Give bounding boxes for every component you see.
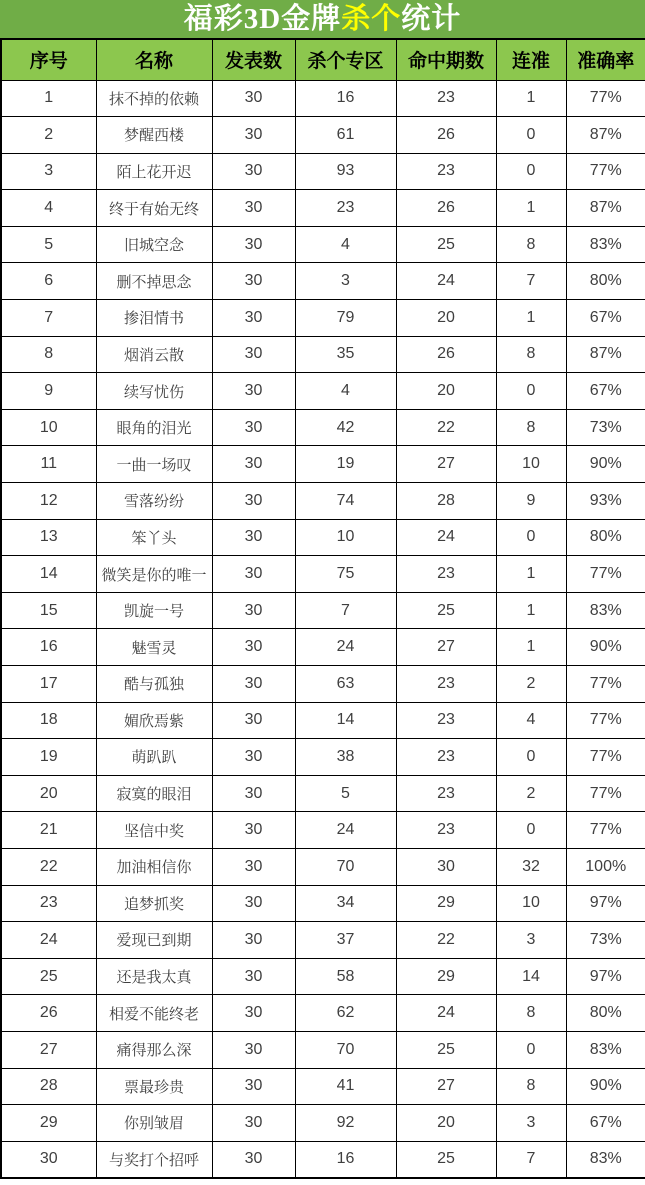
table-row xyxy=(1,739,645,776)
accuracy-cell: 97% xyxy=(566,958,645,995)
table-row xyxy=(1,1068,645,1105)
accuracy-cell: 77% xyxy=(566,775,645,812)
published-cell: 30 xyxy=(212,556,295,593)
name-cell: 雪落纷纷 xyxy=(96,483,212,520)
table-row xyxy=(1,848,645,885)
serial-cell: 13 xyxy=(1,519,96,556)
kill-zone-cell: 19 xyxy=(295,446,396,483)
name-cell: 掺泪情书 xyxy=(96,300,212,337)
streak-cell: 0 xyxy=(496,812,566,849)
accuracy-cell: 77% xyxy=(566,153,645,190)
published-cell: 30 xyxy=(212,153,295,190)
table-row xyxy=(1,190,645,227)
published-cell: 30 xyxy=(212,958,295,995)
streak-cell: 8 xyxy=(496,409,566,446)
table-row xyxy=(1,80,645,117)
streak-cell: 0 xyxy=(496,519,566,556)
published-cell: 30 xyxy=(212,1105,295,1142)
hit-periods-cell: 24 xyxy=(396,995,496,1032)
hit-periods-cell: 23 xyxy=(396,812,496,849)
serial-cell: 3 xyxy=(1,153,96,190)
serial-cell: 23 xyxy=(1,885,96,922)
serial-cell: 5 xyxy=(1,226,96,263)
streak-cell: 0 xyxy=(496,117,566,154)
kill-zone-cell: 16 xyxy=(295,80,396,117)
table-body xyxy=(1,80,645,1178)
kill-zone-cell: 70 xyxy=(295,1031,396,1068)
column-header-kill-zone: 杀个专区 xyxy=(295,39,396,80)
table-row xyxy=(1,153,645,190)
name-cell: 烟消云散 xyxy=(96,336,212,373)
hit-periods-cell: 23 xyxy=(396,702,496,739)
published-cell: 30 xyxy=(212,336,295,373)
streak-cell: 8 xyxy=(496,226,566,263)
name-cell: 坚信中奖 xyxy=(96,812,212,849)
accuracy-cell: 73% xyxy=(566,922,645,959)
name-cell: 笨丫头 xyxy=(96,519,212,556)
published-cell: 30 xyxy=(212,629,295,666)
serial-cell: 19 xyxy=(1,739,96,776)
streak-cell: 2 xyxy=(496,775,566,812)
kill-zone-cell: 74 xyxy=(295,483,396,520)
serial-cell: 20 xyxy=(1,775,96,812)
published-cell: 30 xyxy=(212,922,295,959)
table-row xyxy=(1,409,645,446)
published-cell: 30 xyxy=(212,1031,295,1068)
kill-zone-cell: 70 xyxy=(295,848,396,885)
hit-periods-cell: 23 xyxy=(396,153,496,190)
accuracy-cell: 77% xyxy=(566,702,645,739)
name-cell: 爱现已到期 xyxy=(96,922,212,959)
kill-zone-cell: 61 xyxy=(295,117,396,154)
kill-zone-cell: 63 xyxy=(295,666,396,703)
name-cell: 寂寞的眼泪 xyxy=(96,775,212,812)
kill-zone-cell: 14 xyxy=(295,702,396,739)
kill-zone-cell: 37 xyxy=(295,922,396,959)
serial-cell: 14 xyxy=(1,556,96,593)
kill-zone-cell: 42 xyxy=(295,409,396,446)
serial-cell: 30 xyxy=(1,1141,96,1178)
name-cell: 一曲一场叹 xyxy=(96,446,212,483)
serial-cell: 4 xyxy=(1,190,96,227)
hit-periods-cell: 23 xyxy=(396,666,496,703)
table-row xyxy=(1,922,645,959)
streak-cell: 0 xyxy=(496,153,566,190)
accuracy-cell: 90% xyxy=(566,629,645,666)
published-cell: 30 xyxy=(212,373,295,410)
published-cell: 30 xyxy=(212,80,295,117)
hit-periods-cell: 26 xyxy=(396,190,496,227)
table-row xyxy=(1,226,645,263)
column-header-hit-periods: 命中期数 xyxy=(396,39,496,80)
serial-cell: 12 xyxy=(1,483,96,520)
streak-cell: 14 xyxy=(496,958,566,995)
name-cell: 旧城空念 xyxy=(96,226,212,263)
published-cell: 30 xyxy=(212,483,295,520)
accuracy-cell: 67% xyxy=(566,300,645,337)
name-cell: 抹不掉的依赖 xyxy=(96,80,212,117)
published-cell: 30 xyxy=(212,446,295,483)
table-row xyxy=(1,1105,645,1142)
kill-zone-cell: 75 xyxy=(295,556,396,593)
title-suffix: 统计 xyxy=(401,2,462,35)
accuracy-cell: 67% xyxy=(566,373,645,410)
accuracy-cell: 77% xyxy=(566,812,645,849)
table-row xyxy=(1,446,645,483)
hit-periods-cell: 23 xyxy=(396,775,496,812)
title-bar xyxy=(0,0,645,38)
name-cell: 酷与孤独 xyxy=(96,666,212,703)
published-cell: 30 xyxy=(212,519,295,556)
streak-cell: 7 xyxy=(496,1141,566,1178)
kill-zone-cell: 24 xyxy=(295,629,396,666)
column-header-streak: 连准 xyxy=(496,39,566,80)
table-row xyxy=(1,519,645,556)
name-cell: 追梦抓奖 xyxy=(96,885,212,922)
hit-periods-cell: 23 xyxy=(396,556,496,593)
serial-cell: 9 xyxy=(1,373,96,410)
page-title xyxy=(183,2,462,35)
published-cell: 30 xyxy=(212,702,295,739)
streak-cell: 1 xyxy=(496,556,566,593)
published-cell: 30 xyxy=(212,885,295,922)
serial-cell: 18 xyxy=(1,702,96,739)
serial-cell: 1 xyxy=(1,80,96,117)
published-cell: 30 xyxy=(212,812,295,849)
kill-zone-cell: 41 xyxy=(295,1068,396,1105)
table-row xyxy=(1,336,645,373)
hit-periods-cell: 28 xyxy=(396,483,496,520)
accuracy-cell: 97% xyxy=(566,885,645,922)
serial-cell: 21 xyxy=(1,812,96,849)
table-row xyxy=(1,117,645,154)
table-row xyxy=(1,556,645,593)
table-row xyxy=(1,263,645,300)
hit-periods-cell: 25 xyxy=(396,592,496,629)
accuracy-cell: 80% xyxy=(566,519,645,556)
table-row xyxy=(1,1031,645,1068)
name-cell: 票最珍贵 xyxy=(96,1068,212,1105)
hit-periods-cell: 20 xyxy=(396,300,496,337)
serial-cell: 22 xyxy=(1,848,96,885)
kill-zone-cell: 7 xyxy=(295,592,396,629)
streak-cell: 7 xyxy=(496,263,566,300)
streak-cell: 10 xyxy=(496,885,566,922)
streak-cell: 0 xyxy=(496,739,566,776)
column-header-name: 名称 xyxy=(96,39,212,80)
hit-periods-cell: 24 xyxy=(396,519,496,556)
accuracy-cell: 87% xyxy=(566,117,645,154)
published-cell: 30 xyxy=(212,226,295,263)
name-cell: 删不掉思念 xyxy=(96,263,212,300)
published-cell: 30 xyxy=(212,190,295,227)
accuracy-cell: 100% xyxy=(566,848,645,885)
accuracy-cell: 80% xyxy=(566,263,645,300)
serial-cell: 15 xyxy=(1,592,96,629)
kill-zone-cell: 34 xyxy=(295,885,396,922)
name-cell: 相爱不能终老 xyxy=(96,995,212,1032)
hit-periods-cell: 26 xyxy=(396,117,496,154)
serial-cell: 7 xyxy=(1,300,96,337)
published-cell: 30 xyxy=(212,1141,295,1178)
published-cell: 30 xyxy=(212,666,295,703)
table-row xyxy=(1,373,645,410)
accuracy-cell: 83% xyxy=(566,592,645,629)
name-cell: 痛得那么深 xyxy=(96,1031,212,1068)
kill-zone-cell: 10 xyxy=(295,519,396,556)
streak-cell: 0 xyxy=(496,1031,566,1068)
table-row xyxy=(1,702,645,739)
hit-periods-cell: 20 xyxy=(396,1105,496,1142)
published-cell: 30 xyxy=(212,117,295,154)
table-row xyxy=(1,1141,645,1178)
streak-cell: 1 xyxy=(496,190,566,227)
kill-zone-cell: 38 xyxy=(295,739,396,776)
name-cell: 终于有始无终 xyxy=(96,190,212,227)
title-prefix: 福彩3D金牌 xyxy=(183,2,342,35)
streak-cell: 1 xyxy=(496,629,566,666)
accuracy-cell: 67% xyxy=(566,1105,645,1142)
title-highlight: 杀个 xyxy=(341,2,402,35)
hit-periods-cell: 22 xyxy=(396,922,496,959)
hit-periods-cell: 25 xyxy=(396,1031,496,1068)
streak-cell: 1 xyxy=(496,592,566,629)
serial-cell: 17 xyxy=(1,666,96,703)
name-cell: 微笑是你的唯一 xyxy=(96,556,212,593)
streak-cell: 10 xyxy=(496,446,566,483)
serial-cell: 24 xyxy=(1,922,96,959)
published-cell: 30 xyxy=(212,995,295,1032)
published-cell: 30 xyxy=(212,300,295,337)
accuracy-cell: 77% xyxy=(566,666,645,703)
kill-zone-cell: 24 xyxy=(295,812,396,849)
name-cell: 与奖打个招呼 xyxy=(96,1141,212,1178)
name-cell: 萌趴趴 xyxy=(96,739,212,776)
published-cell: 30 xyxy=(212,592,295,629)
serial-cell: 8 xyxy=(1,336,96,373)
serial-cell: 10 xyxy=(1,409,96,446)
hit-periods-cell: 25 xyxy=(396,226,496,263)
kill-zone-cell: 92 xyxy=(295,1105,396,1142)
table-row xyxy=(1,812,645,849)
table-row xyxy=(1,300,645,337)
hit-periods-cell: 20 xyxy=(396,373,496,410)
streak-cell: 1 xyxy=(496,300,566,337)
serial-cell: 6 xyxy=(1,263,96,300)
hit-periods-cell: 29 xyxy=(396,885,496,922)
stats-table xyxy=(0,38,645,1179)
hit-periods-cell: 27 xyxy=(396,1068,496,1105)
column-header-accuracy: 准确率 xyxy=(566,39,645,80)
hit-periods-cell: 23 xyxy=(396,739,496,776)
published-cell: 30 xyxy=(212,775,295,812)
name-cell: 凯旋一号 xyxy=(96,592,212,629)
table-row xyxy=(1,995,645,1032)
published-cell: 30 xyxy=(212,1068,295,1105)
kill-zone-cell: 3 xyxy=(295,263,396,300)
streak-cell: 2 xyxy=(496,666,566,703)
accuracy-cell: 77% xyxy=(566,556,645,593)
serial-cell: 27 xyxy=(1,1031,96,1068)
table-row xyxy=(1,885,645,922)
serial-cell: 2 xyxy=(1,117,96,154)
streak-cell: 3 xyxy=(496,922,566,959)
streak-cell: 8 xyxy=(496,995,566,1032)
streak-cell: 8 xyxy=(496,336,566,373)
table-row xyxy=(1,483,645,520)
accuracy-cell: 83% xyxy=(566,1031,645,1068)
accuracy-cell: 93% xyxy=(566,483,645,520)
accuracy-cell: 90% xyxy=(566,1068,645,1105)
serial-cell: 11 xyxy=(1,446,96,483)
kill-zone-cell: 5 xyxy=(295,775,396,812)
accuracy-cell: 77% xyxy=(566,739,645,776)
name-cell: 魅雪灵 xyxy=(96,629,212,666)
name-cell: 媚欣焉紫 xyxy=(96,702,212,739)
table-header xyxy=(1,39,645,80)
table-row xyxy=(1,958,645,995)
serial-cell: 26 xyxy=(1,995,96,1032)
kill-zone-cell: 16 xyxy=(295,1141,396,1178)
name-cell: 陌上花开迟 xyxy=(96,153,212,190)
hit-periods-cell: 24 xyxy=(396,263,496,300)
name-cell: 眼角的泪光 xyxy=(96,409,212,446)
hit-periods-cell: 30 xyxy=(396,848,496,885)
kill-zone-cell: 62 xyxy=(295,995,396,1032)
hit-periods-cell: 22 xyxy=(396,409,496,446)
header-row xyxy=(1,39,645,80)
accuracy-cell: 87% xyxy=(566,190,645,227)
accuracy-cell: 83% xyxy=(566,1141,645,1178)
accuracy-cell: 73% xyxy=(566,409,645,446)
streak-cell: 8 xyxy=(496,1068,566,1105)
hit-periods-cell: 23 xyxy=(396,80,496,117)
kill-zone-cell: 58 xyxy=(295,958,396,995)
kill-zone-cell: 23 xyxy=(295,190,396,227)
name-cell: 梦醒西楼 xyxy=(96,117,212,154)
published-cell: 30 xyxy=(212,263,295,300)
streak-cell: 1 xyxy=(496,80,566,117)
accuracy-cell: 77% xyxy=(566,80,645,117)
published-cell: 30 xyxy=(212,739,295,776)
name-cell: 续写忧伤 xyxy=(96,373,212,410)
table-row xyxy=(1,629,645,666)
streak-cell: 32 xyxy=(496,848,566,885)
kill-zone-cell: 35 xyxy=(295,336,396,373)
name-cell: 还是我太真 xyxy=(96,958,212,995)
accuracy-cell: 90% xyxy=(566,446,645,483)
streak-cell: 9 xyxy=(496,483,566,520)
table-row xyxy=(1,775,645,812)
kill-zone-cell: 4 xyxy=(295,373,396,410)
serial-cell: 29 xyxy=(1,1105,96,1142)
serial-cell: 25 xyxy=(1,958,96,995)
kill-zone-cell: 4 xyxy=(295,226,396,263)
serial-cell: 28 xyxy=(1,1068,96,1105)
streak-cell: 4 xyxy=(496,702,566,739)
name-cell: 你别皱眉 xyxy=(96,1105,212,1142)
hit-periods-cell: 27 xyxy=(396,446,496,483)
published-cell: 30 xyxy=(212,848,295,885)
kill-zone-cell: 79 xyxy=(295,300,396,337)
table-row xyxy=(1,592,645,629)
hit-periods-cell: 29 xyxy=(396,958,496,995)
serial-cell: 16 xyxy=(1,629,96,666)
accuracy-cell: 80% xyxy=(566,995,645,1032)
column-header-serial: 序号 xyxy=(1,39,96,80)
name-cell: 加油相信你 xyxy=(96,848,212,885)
hit-periods-cell: 27 xyxy=(396,629,496,666)
hit-periods-cell: 25 xyxy=(396,1141,496,1178)
kill-zone-cell: 93 xyxy=(295,153,396,190)
accuracy-cell: 87% xyxy=(566,336,645,373)
streak-cell: 0 xyxy=(496,373,566,410)
streak-cell: 3 xyxy=(496,1105,566,1142)
column-header-published: 发表数 xyxy=(212,39,295,80)
published-cell: 30 xyxy=(212,409,295,446)
table-row xyxy=(1,666,645,703)
hit-periods-cell: 26 xyxy=(396,336,496,373)
accuracy-cell: 83% xyxy=(566,226,645,263)
